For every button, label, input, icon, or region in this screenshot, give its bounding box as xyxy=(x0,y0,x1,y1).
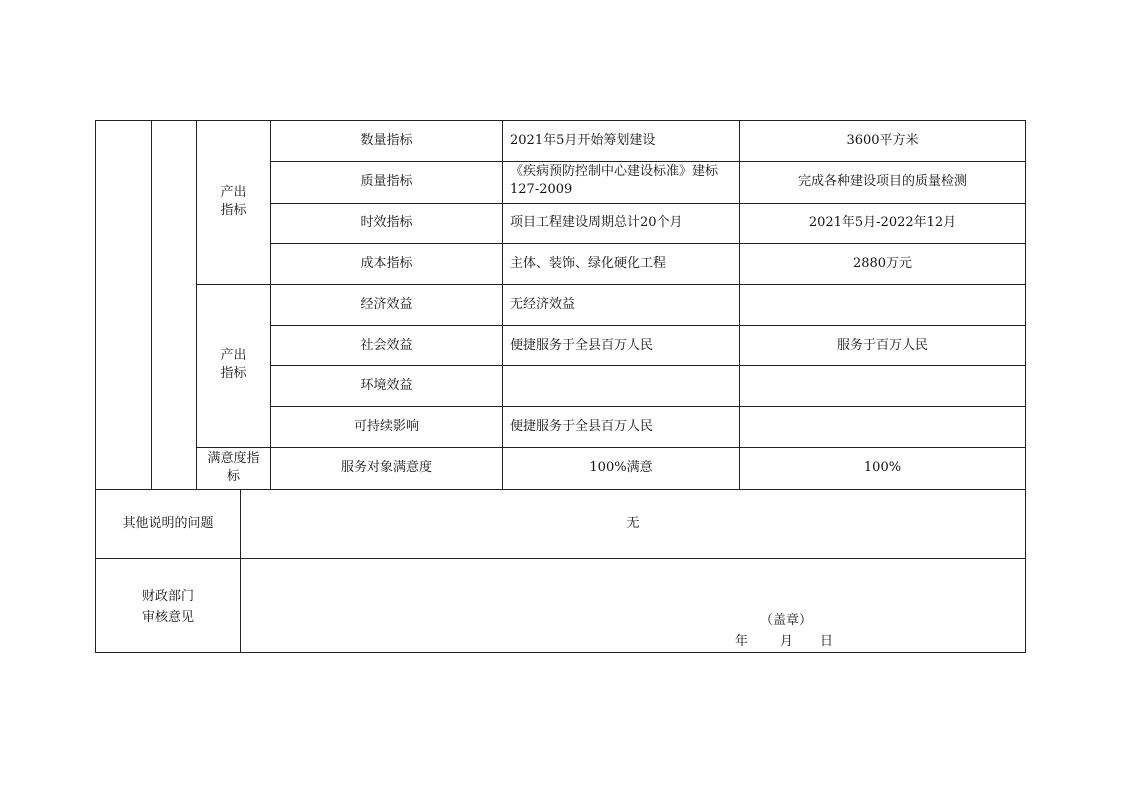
other-issues-label: 其他说明的问题 xyxy=(122,516,214,531)
group-label-line: 标 xyxy=(226,469,240,484)
indicator-name: 时效指标 xyxy=(360,215,413,230)
finance-review-label-line: 财政部门 xyxy=(141,589,194,604)
actual-value: 2880万元 xyxy=(852,256,913,271)
annual-target: 便捷服务于全县百万人民 xyxy=(510,419,654,434)
annual-target: 主体、装饰、绿化硬化工程 xyxy=(510,256,667,271)
indicator-name: 成本指标 xyxy=(360,256,413,271)
group-label-line: 产出 xyxy=(220,185,247,200)
indicator-name: 社会效益 xyxy=(360,338,413,353)
group-label-line: 满意度指 xyxy=(207,451,260,466)
date-year-label: 年 xyxy=(735,634,749,649)
other-issues-value: 无 xyxy=(626,516,640,531)
indicator-name: 可持续影响 xyxy=(353,419,419,434)
annual-target: 项目工程建设周期总计20个月 xyxy=(510,215,683,230)
date-month-label: 月 xyxy=(780,634,794,649)
annual-target: 便捷服务于全县百万人民 xyxy=(510,338,654,353)
actual-value: 100% xyxy=(863,460,902,475)
annual-target: 2021年5月开始筹划建设 xyxy=(510,133,656,148)
indicator-name: 环境效益 xyxy=(360,378,413,393)
finance-review-label-line: 审核意见 xyxy=(141,610,194,625)
indicator-name: 数量指标 xyxy=(360,133,413,148)
effect-indicators-group-label xyxy=(197,347,270,383)
output-indicators-group-label xyxy=(197,184,270,220)
annual-target: 100%满意 xyxy=(589,460,653,475)
group-label-line: 产出 xyxy=(220,348,247,363)
finance-review-label xyxy=(96,588,240,627)
group-label-line: 指标 xyxy=(220,366,247,381)
actual-value: 完成各种建设项目的质量检测 xyxy=(797,174,967,189)
annual-target: 《疾病预防控制中心建设标准》建标127-2009 xyxy=(510,164,719,197)
actual-value: 服务于百万人民 xyxy=(836,338,928,353)
satisfaction-indicators-group-label xyxy=(197,450,270,486)
actual-value: 2021年5月-2022年12月 xyxy=(808,215,957,230)
indicator-name: 经济效益 xyxy=(360,297,413,312)
indicator-name: 服务对象满意度 xyxy=(340,460,432,475)
seal-placeholder: （盖章） xyxy=(760,613,813,628)
annual-target: 无经济效益 xyxy=(510,297,576,312)
group-label-line: 指标 xyxy=(220,203,247,218)
actual-value: 3600平方米 xyxy=(846,133,919,148)
date-day-label: 日 xyxy=(820,634,834,649)
indicator-name: 质量指标 xyxy=(360,174,413,189)
